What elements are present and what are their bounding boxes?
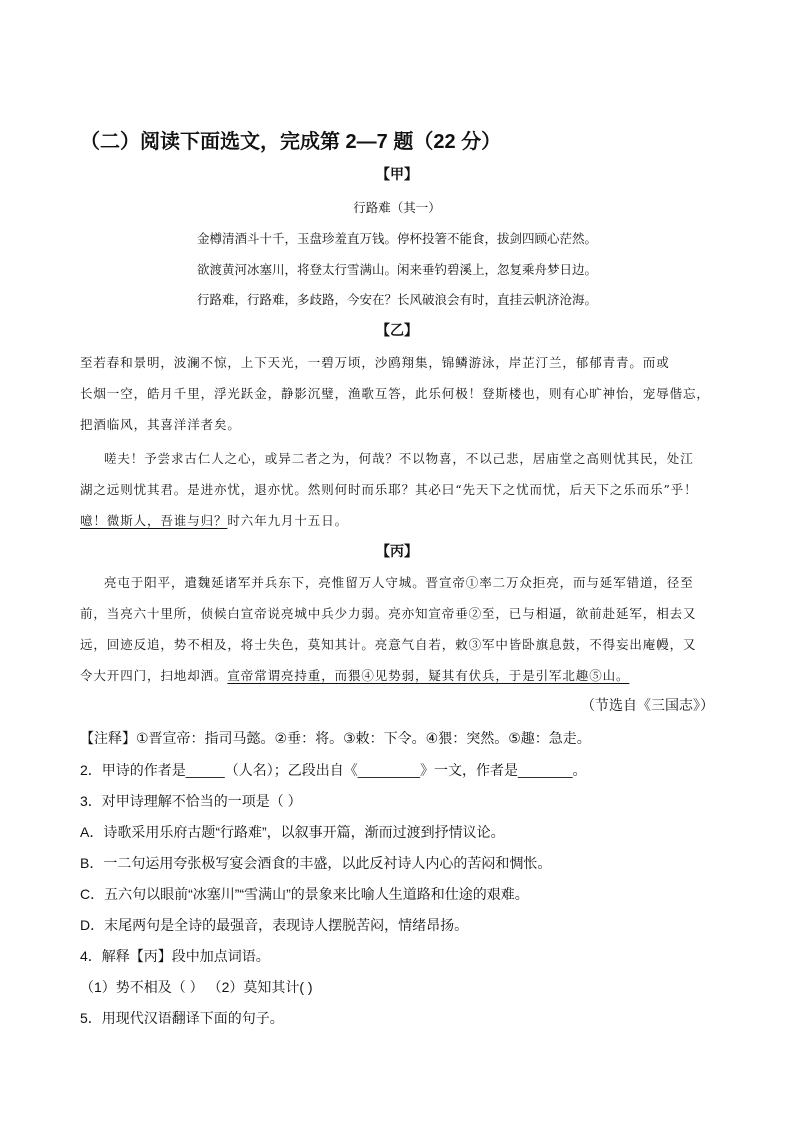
underlined-sentence: 噫！微斯人，吾谁与归？: [80, 513, 228, 528]
passage-line: 长烟一空，皓月千里，浮光跃金，静影沉璧，渔歌互答，此乐何极！登斯楼也，则有心旷神怡，宠辱偕忘，: [80, 386, 710, 401]
question-2: 2．甲诗的作者是_____（人名）；乙段出自《________》一文，作者是_______。: [80, 762, 587, 778]
passage-line: 亮屯于阳平，遣魏延诸军并兵东下，亮惟留万人守城。晋宣帝①率二万众拒亮，而与延军错道，径至: [104, 575, 694, 590]
passage-line: 远，回迹反追，势不相及，将士失色，莫知其计。亮意气自若，敕③军中皆卧旗息鼓，不得妄出庵幔，又: [80, 637, 697, 652]
passage-line: [80, 511, 348, 529]
question-5: 5．用现代汉语翻译下面的句子。: [80, 1010, 284, 1026]
passage-line: 把酒临风，其喜洋洋者矣。: [80, 417, 241, 432]
question-4: 4．解释【丙】段中加点词语。: [80, 948, 270, 964]
poem-line: 金樽清酒斗十千，玉盘珍羞直万钱。停杯投箸不能食，拔剑四顾心茫然。: [196, 231, 597, 246]
question-4-items: （1）势不相及（ ） （2）莫知其计( ): [80, 979, 313, 995]
option-c: C．五六句以眼前“冰塞川”“雪满山”的景象来比喻人生道路和仕途的艰难。: [80, 886, 529, 902]
passage-line: 湖之远则忧其君。是进亦忧，退亦忧。然则何时而乐耶？其必曰“先天下之忧而忧，后天下之乐而乐”乎！: [80, 482, 698, 497]
section-label-yi: 【乙】: [376, 323, 418, 339]
section-heading: （二）阅读下面选文，完成第 2—7 题（22 分）: [80, 131, 502, 153]
passage-line: 嗟夫！予尝求古仁人之心，或异二者之为，何哉？不以物喜，不以己悲，居庙堂之高则忧其民，处江: [104, 451, 694, 466]
poem-title: 行路难（其一）: [353, 200, 441, 215]
question-3: 3．对甲诗理解不恰当的一项是（ ）: [80, 793, 302, 809]
source-citation: （节选自《三国志》）: [581, 697, 714, 713]
poem-line: 欲渡黄河冰塞川，将登太行雪满山。闲来垂钓碧溪上，忽复乘舟梦日边。: [196, 262, 597, 277]
passage-line: 至若春和景明，波澜不惊，上下天光，一碧万顷，沙鸥翔集，锦鳞游泳，岸芷汀兰，郁郁青青。而或: [80, 355, 670, 370]
option-a: A．诗歌采用乐府古题“行路难”，以叙事开篇，渐而过渡到抒情议论。: [80, 824, 505, 840]
underlined-sentence: 宣帝常谓亮持重，而猥④见势弱，疑其有伏兵，于是引军北趣⑤山。: [227, 668, 630, 683]
poem-line: 行路难，行路难，多歧路，今安在？长风破浪会有时，直挂云帆济沧海。: [196, 292, 597, 307]
passage-text: 时六年九月十五日。: [227, 513, 349, 528]
annotation-notes: 【注释】①晋宣帝：指司马懿。②垂：将。③敕：下令。④猥：突然。⑤趣：急走。: [80, 730, 591, 746]
section-label-jia: 【甲】: [376, 167, 418, 183]
passage-line: 前，当亮六十里所，侦候白宣帝说亮城中兵少力弱。亮亦知宣帝垂②至，已与相逼，欲前赴延军，相去又: [80, 606, 697, 621]
section-label-bing: 【丙】: [376, 544, 418, 560]
option-d: D．末尾两句是全诗的最强音，表现诗人摆脱苦闷，情绪昂扬。: [80, 917, 469, 933]
passage-text: 令大开四门，扫地却洒。: [80, 668, 228, 683]
passage-line: [80, 666, 629, 684]
option-b: B．一二句运用夸张极写宴会酒食的丰盛，以此反衬诗人内心的苦闷和惆怅。: [80, 855, 552, 871]
